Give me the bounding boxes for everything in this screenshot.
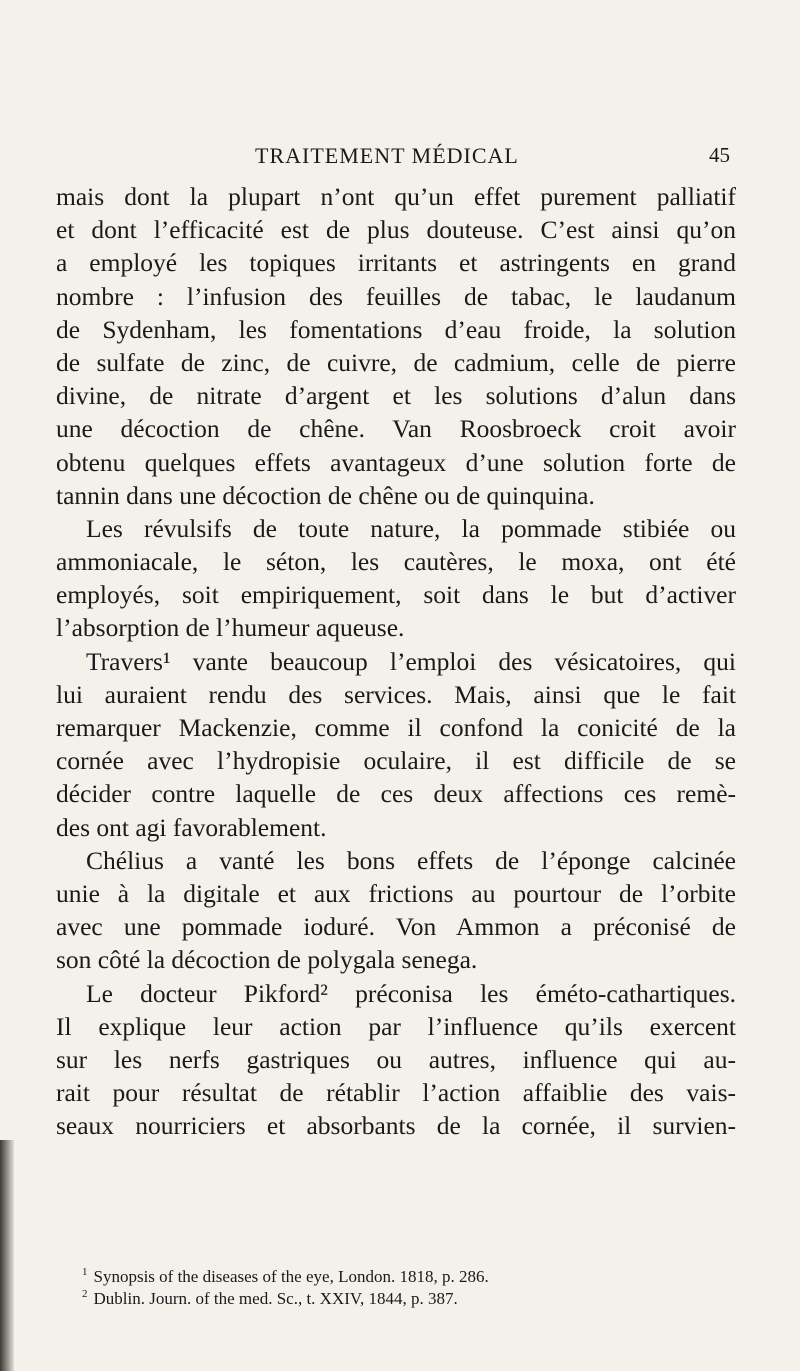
binding-shadow (0, 1140, 14, 1371)
footnote-text: Synopsis of the diseases of the eye, London. 1818, p. 286. (93, 1267, 489, 1286)
text-line: nombre : l’infusion des feuilles de tabac, le laudanum (56, 281, 736, 311)
text-line: de Sydenham, les fomentations d’eau froide, la solution (56, 314, 736, 344)
text-line: rait pour résultat de rétablir l’action affaiblie des vais- (56, 1078, 736, 1108)
page-number: 45 (709, 143, 730, 167)
running-title: TRAITEMENT MÉDICAL (255, 143, 519, 168)
body-text (56, 180, 736, 1142)
text-line: mais dont la plupart n’ont qu’un effet purement palliatif (56, 182, 736, 211)
text-line: seaux nourriciers et absorbants de la cornée, il survien- (56, 1111, 736, 1141)
text-line: Chélius a vanté les bons effets de l’éponge calcinée (86, 845, 736, 875)
text-line: unie à la digitale et aux frictions au pourtour de l’orbite (56, 878, 736, 908)
page-header (255, 143, 730, 173)
text-line: avec une pommade ioduré. Von Ammon a préconisé de (56, 912, 736, 942)
text-line: décider contre laquelle de ces deux affections ces remè- (56, 779, 736, 809)
text-line: et dont l’efficacité est de plus douteuse. C’est ainsi qu’on (56, 215, 736, 245)
footnote-number: 1 (82, 1266, 88, 1279)
footnote-text: Dublin. Journ. of the med. Sc., t. XXIV, 1844, p. 387. (93, 1289, 458, 1308)
footnote-number: 2 (82, 1288, 88, 1301)
text-line: remarquer Mackenzie, comme il confond la conicité de la (56, 713, 736, 742)
text-line: Le docteur Pikford² préconisa les éméto-cathartiques. (86, 978, 736, 1008)
text-line: divine, de nitrate d’argent et les solutions d’alun dans (56, 381, 736, 411)
footnote (82, 1266, 742, 1288)
text-line: l’absorption de l’humeur aqueuse. (56, 613, 405, 643)
text-line: cornée avec l’hydropisie oculaire, il est difficile de se (56, 746, 736, 776)
text-line: employés, soit empiriquement, soit dans le but d’activer (56, 580, 736, 610)
text-line: des ont agi favorablement. (56, 812, 327, 842)
text-line: a employé les topiques irritants et astringents en grand (56, 248, 736, 278)
text-line: tannin dans une décoction de chêne ou de quinquina. (56, 480, 595, 510)
text-line: Il explique leur action par l’influence qu’ils exercent (56, 1011, 736, 1041)
text-line: Les révulsifs de toute nature, la pommade stibiée ou (86, 513, 736, 543)
text-line: sur les nerfs gastriques ou autres, influence qui au- (56, 1044, 736, 1074)
footnotes (82, 1266, 742, 1310)
text-line: une décoction de chêne. Van Roosbroeck croit avoir (56, 414, 736, 444)
text-line: son côté la décoction de polygala senega. (56, 945, 478, 975)
footnote (82, 1288, 742, 1310)
text-line: ammoniacale, le séton, les cautères, le moxa, ont été (56, 547, 736, 577)
text-line: de sulfate de zinc, de cuivre, de cadmium, celle de pierre (56, 347, 736, 377)
text-line: obtenu quelques effets avantageux d’une solution forte de (56, 447, 736, 477)
text-line: lui auraient rendu des services. Mais, ainsi que le fait (56, 679, 736, 709)
text-line: Travers¹ vante beaucoup l’emploi des vésicatoires, qui (86, 646, 736, 676)
